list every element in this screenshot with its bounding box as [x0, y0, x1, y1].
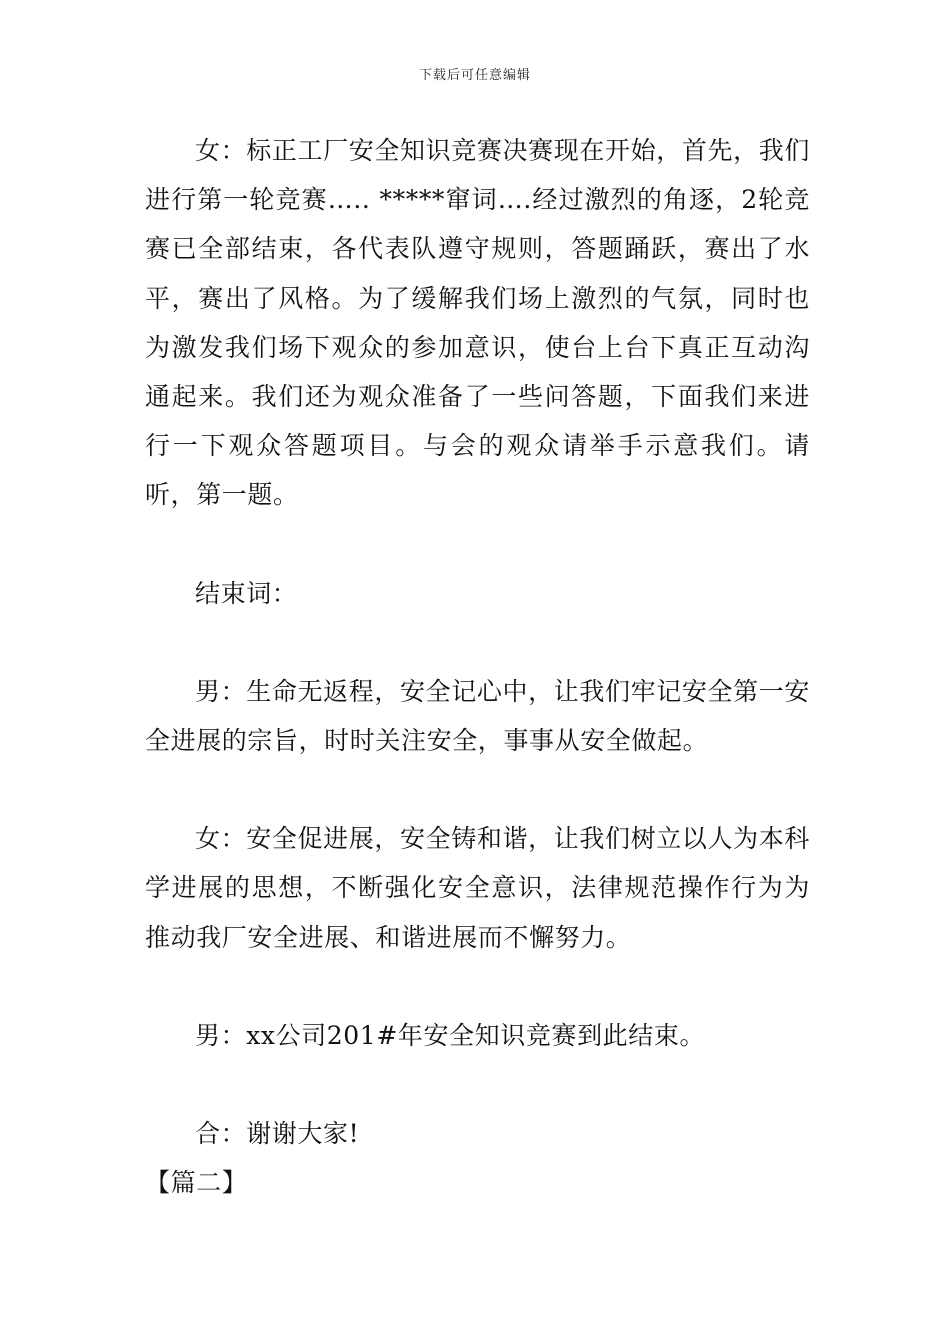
paragraph-opening-speech: 女：标正工厂安全知识竞赛决赛现在开始，首先，我们进行第一轮竞赛….. *****窜词….经过激烈的角逐，2轮竞赛已全部结束，各代表队遵守规则，答题踊跃，赛出了水平，赛出了风格。为了缓解我们场上激烈的气氛，同时也为激发我们场下观众的参加意识，使台上台下真正互动沟通起来。我们还为观众准备了一些问答题，下面我们来进行一下观众答题项目。与会的观众请举手示意我们。请听，第一题。	[145, 136, 810, 510]
paragraph-female-closing: 女：安全促进展，安全铸和谐，让我们树立以人为本科学进展的思想，不断强化安全意识，法律规范操作行为为推动我厂安全进展、和谐进展而不懈努力。	[145, 824, 810, 952]
section-heading: 【篇二】	[145, 1168, 248, 1198]
paragraph-together-thanks: 合：谢谢大家!	[195, 1119, 360, 1149]
document-body	[145, 126, 810, 1207]
paragraph-closing-title: 结束词：	[195, 578, 298, 608]
paragraph-spacer	[145, 765, 810, 814]
paragraph-spacer	[145, 618, 810, 667]
paragraph-spacer	[145, 520, 810, 569]
paragraph-male-closing: 男：生命无返程，安全记心中，让我们牢记安全第一安全进展的宗旨，时时关注安全，事事从安全做起。	[145, 676, 810, 756]
paragraph-male-end: 男：xx公司201#年安全知识竞赛到此结束。	[195, 1020, 706, 1050]
paragraph-spacer	[145, 962, 810, 1011]
page-header: 下载后可任意编辑	[418, 68, 531, 83]
paragraph-spacer	[145, 1060, 810, 1109]
